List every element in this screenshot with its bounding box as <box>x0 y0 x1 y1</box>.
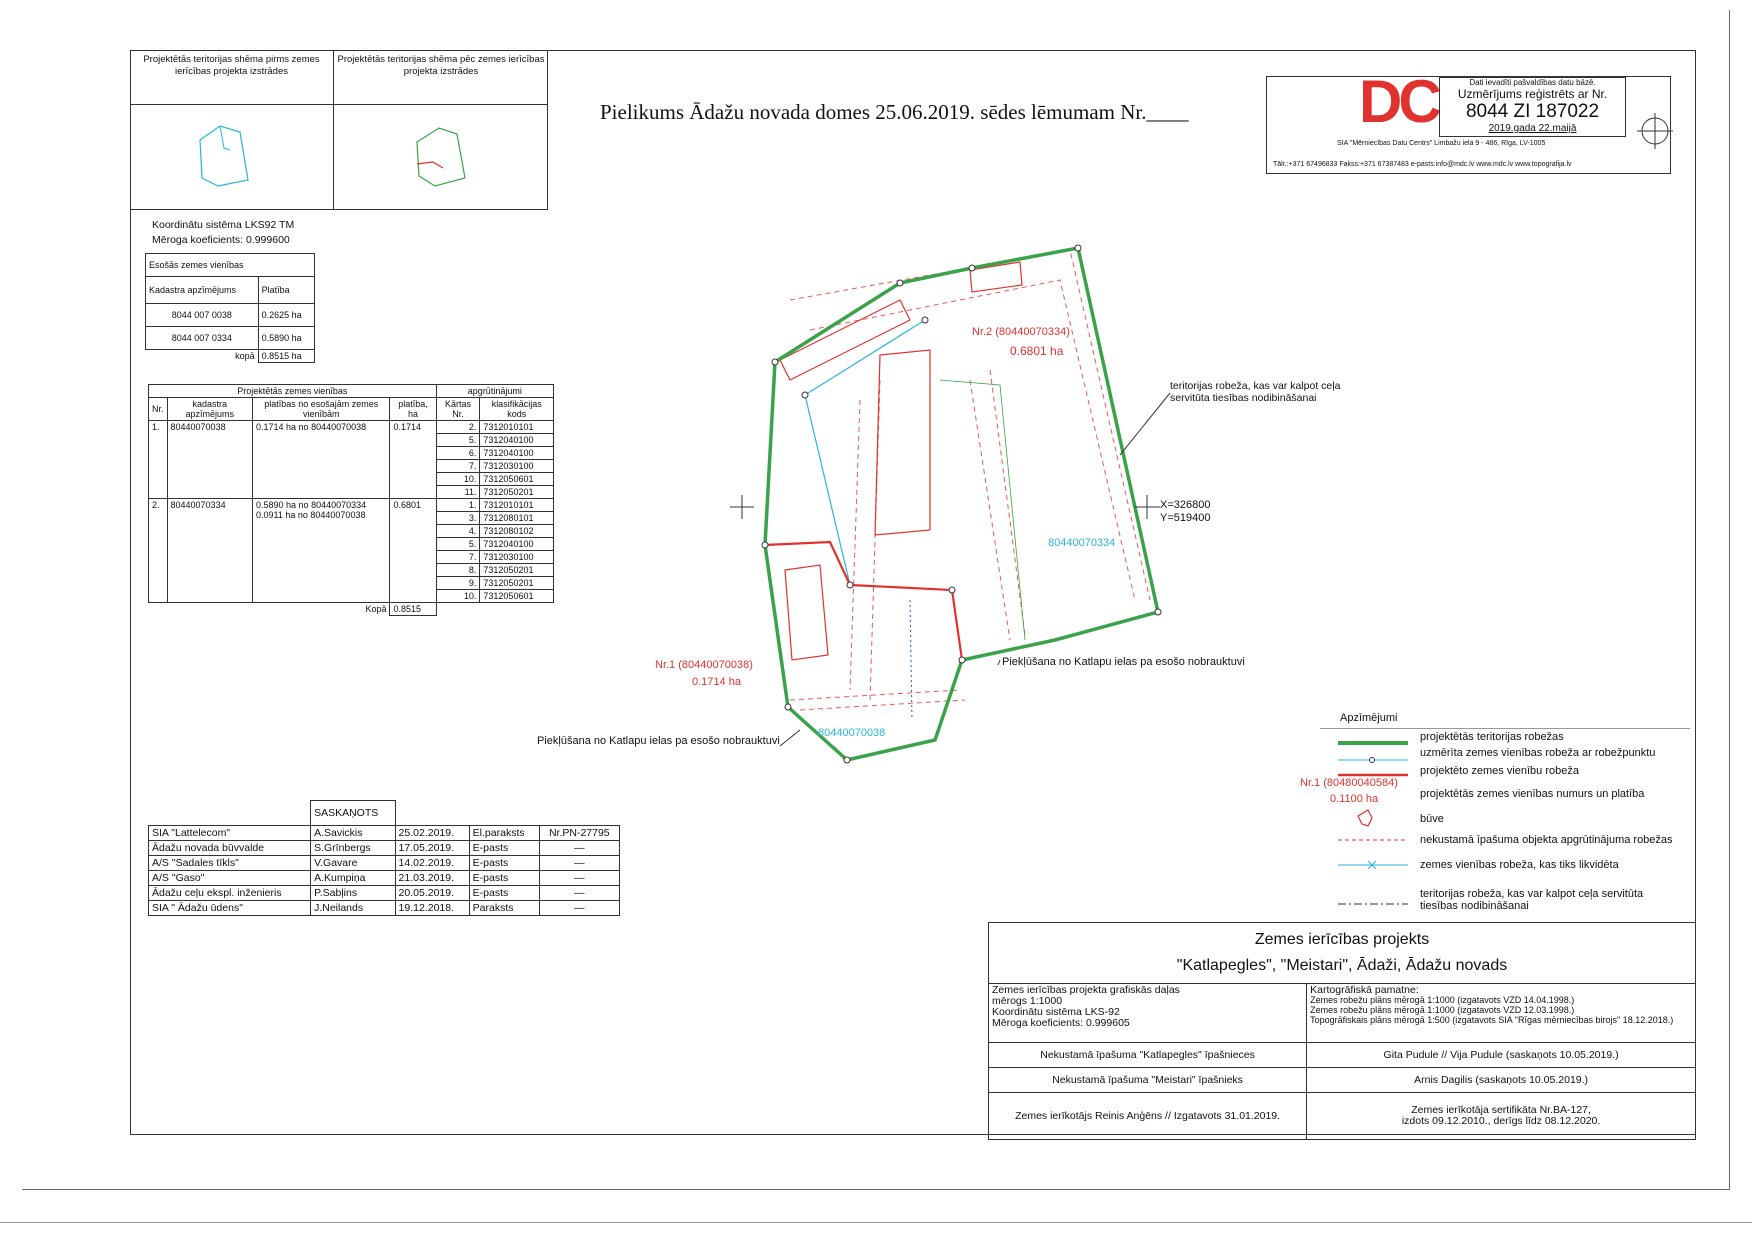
date-cell: 20.05.2019. <box>395 886 469 901</box>
base-line1: Zemes robežu plāns mērogā 1:1000 (izgatavots VZD 14.04.1998.) <box>1310 995 1575 1005</box>
col-area: platība, ha <box>390 398 436 421</box>
code-cell: 7312050601 <box>480 473 554 486</box>
order-cell: 5. <box>436 434 480 447</box>
person-cell: A.Kumpiņa <box>311 871 395 886</box>
scale-line2: mērogs 1:1000 <box>992 995 1063 1007</box>
projected-territory-boundary <box>765 248 1158 760</box>
code-cell: 7312040100 <box>480 447 554 460</box>
engineer-cert <box>1307 1093 1696 1140</box>
existing-row-id: 8044 007 0334 <box>146 327 259 350</box>
liquidated-boundary-line <box>805 320 925 585</box>
coord-line2: Mēroga koeficients: 0.999600 <box>152 234 290 246</box>
method-cell: E-pasts <box>469 871 539 886</box>
date-cell: 14.02.2019. <box>395 856 469 871</box>
page-title: Pielikums Ādažu novada domes 25.06.2019. sēdes lēmumam Nr.____ <box>600 100 1189 124</box>
legend-item: būve <box>1420 813 1444 825</box>
coord-line1: Koordinātu sistēma LKS92 TM <box>152 219 295 231</box>
parcel-nr2-area: 0.6801 ha <box>1010 344 1064 358</box>
method-cell: El.paraksts <box>469 826 539 841</box>
person-cell: S.Grīnbergs <box>311 841 395 856</box>
row-from: 0.1714 ha no 80440070038 <box>253 421 390 499</box>
order-cell: 11. <box>436 486 480 499</box>
legend-item: projektētās teritorijas robežas <box>1420 731 1564 743</box>
existing-total: 0.8515 ha <box>258 350 314 363</box>
existing-row-id: 8044 007 0038 <box>146 304 259 327</box>
projected-total-label: Kopā <box>365 604 387 615</box>
cartographic-base <box>1307 984 1696 1043</box>
org-cell: A/S "Sadales tīkls" <box>149 856 311 871</box>
legend-item: teritorijas robeža, kas var kalpot ceļa servitūta tiesības nodibināšanai <box>1420 888 1644 912</box>
title-block <box>988 922 1696 1140</box>
person-cell: P.Sabļins <box>311 886 395 901</box>
order-cell: 7. <box>436 551 480 564</box>
order-cell: 10. <box>436 590 480 603</box>
org-cell: A/S "Gaso" <box>149 871 311 886</box>
owner1-value: Gita Pudule // Vija Pudule (saskaņots 10.05.2019.) <box>1307 1043 1696 1068</box>
method-cell: E-pasts <box>469 856 539 871</box>
col-order: Kārtas Nr. <box>436 398 480 421</box>
building-outlines <box>780 262 1022 660</box>
row-area: 0.1714 <box>390 421 436 499</box>
code-cell: 7312050201 <box>480 564 554 577</box>
leader-lines <box>780 393 1170 746</box>
owner2-label: Nekustamā īpašuma "Meistari" īpašnieks <box>989 1068 1307 1093</box>
cert-line2: izdots 09.12.2010., derīgs līdz 08.12.2020. <box>1401 1115 1601 1127</box>
servitude-note: teritorijas robeža, kas var kalpot ceļa servitūta tiesības nodibināšanai <box>1170 380 1341 404</box>
order-cell: 6. <box>436 447 480 460</box>
order-cell: 8. <box>436 564 480 577</box>
parcel-a-label: 80440070334 <box>1048 537 1116 549</box>
org-cell: Ādažu ceļu ekspl. inženieris <box>149 886 311 901</box>
person-cell: J.Neilands <box>311 901 395 916</box>
method-cell: E-pasts <box>469 886 539 901</box>
col-from: platības no esošajām zemes vienībām <box>253 398 390 421</box>
blue-dotted-line <box>910 600 912 720</box>
code-cell: 7312030100 <box>480 551 554 564</box>
scale-line3: Koordinātu sistēma LKS-92 <box>992 1006 1120 1018</box>
scale-info <box>989 984 1307 1043</box>
code-cell: 7312050601 <box>480 590 554 603</box>
ref-cell: — <box>539 886 619 901</box>
code-cell: 7312010101 <box>480 499 554 512</box>
ref-cell: — <box>539 871 619 886</box>
method-cell: E-pasts <box>469 841 539 856</box>
projected-title: Projektētās zemes vienības <box>149 385 437 398</box>
base-heading: Kartogrāfiskā pamatne: <box>1310 984 1419 996</box>
code-cell: 7312080102 <box>480 525 554 538</box>
mdc-logo: DC <box>1359 68 1438 135</box>
title-block-heading <box>989 923 1696 984</box>
org-cell: Ādažu novada būvvalde <box>149 841 311 856</box>
legend-item: nekustamā īpašuma objekta apgrūtinājuma robežas <box>1420 834 1673 846</box>
order-cell: 4. <box>436 525 480 538</box>
org-cell: SIA " Ādažu ūdens" <box>149 901 311 916</box>
legend-item: uzmērīta zemes vienības robeža ar robežpunktu <box>1420 747 1656 759</box>
agreement-header: SASKAŅOTS <box>311 801 395 826</box>
ref-cell: — <box>539 901 619 916</box>
grid-crosses <box>730 495 1160 519</box>
order-cell: 9. <box>436 577 480 590</box>
coord-y: Y=519400 <box>1160 512 1211 524</box>
project-location: "Katlapegles", "Meistari", Ādaži, Ādažu novads <box>1176 957 1508 974</box>
order-cell: 7. <box>436 460 480 473</box>
scale-line4: Mēroga koeficients: 0.999605 <box>992 1017 1130 1029</box>
col-code: klasifikācijas kods <box>480 398 554 421</box>
cert-line1: Zemes ierīkotāja sertifikāta Nr.BA-127, <box>1411 1104 1591 1116</box>
parcel-nr2-label: Nr.2 (80440070334) <box>972 326 1070 338</box>
stamp-line1: Dati ievadīti pašvaldības datu bāzē. <box>1469 78 1596 87</box>
stamp-company: SIA "Mērniecības Datu Centrs" Limbažu iela 9 - 486, Rīga, LV-1005 <box>1337 140 1546 147</box>
owner1-label: Nekustamā īpašuma "Katlapegles" īpašnieces <box>989 1043 1307 1068</box>
parcel-nr1-area: 0.1714 ha <box>692 676 741 688</box>
existing-col2: Platība <box>258 277 314 304</box>
owner2-value: Arnis Dagilis (saskaņots 10.05.2019.) <box>1307 1068 1696 1093</box>
code-cell: 7312010101 <box>480 421 554 434</box>
coord-x: X=326800 <box>1160 499 1211 511</box>
date-cell: 25.02.2019. <box>395 826 469 841</box>
method-cell: Paraksts <box>469 901 539 916</box>
order-cell: 3. <box>436 512 480 525</box>
existing-col1: Kadastra apzīmējums <box>146 277 259 304</box>
legend-title: Apzīmējumi <box>1340 712 1398 724</box>
schema-before-label: Projektētās teritorijas shēma pirms zemes ierīcības projekta izstrādes <box>130 50 333 105</box>
existing-title: Esošās zemes vienības <box>146 254 315 277</box>
access-note-2: Piekļūšana no Katlapu ielas pa esošo nobrauktuvi <box>537 735 780 747</box>
parcel-b-label: 80440070038 <box>818 727 886 739</box>
existing-row-area: 0.5890 ha <box>258 327 314 350</box>
encumbrance-title: apgrūtinājumi <box>436 385 553 398</box>
col-cadastre: kadastra apzīmējums <box>167 398 253 421</box>
legend-item: zemes vienības robeža, kas tiks likvidēta <box>1420 859 1619 871</box>
legend-sample-label: Nr.1 (80480040584) <box>1300 777 1398 789</box>
col-nr: Nr. <box>149 398 168 421</box>
existing-total-label: kopā <box>146 350 259 363</box>
ref-cell: Nr.PN-27795 <box>539 826 619 841</box>
boundary-points <box>762 245 1161 763</box>
order-cell: 10. <box>436 473 480 486</box>
scale-line1: Zemes ierīcības projekta grafiskās daļas <box>992 984 1180 996</box>
date-cell: 17.05.2019. <box>395 841 469 856</box>
code-cell: 7312080101 <box>480 512 554 525</box>
person-cell: A.Savickis <box>311 826 395 841</box>
project-title: Zemes ierīcības projekts <box>1254 931 1430 948</box>
projected-parcel-boundary <box>765 542 962 660</box>
legend-sample-area: 0.1100 ha <box>1330 793 1379 805</box>
legend-item: projektēto zemes vienību robeža <box>1420 765 1579 777</box>
order-cell: 5. <box>436 538 480 551</box>
access-note-1: Piekļūšana no Katlapu ielas pa esošo nobrauktuvi <box>1002 656 1245 668</box>
base-line3: Topogrāfiskais plāns mērogā 1:500 (izgatavots SIA "Rīgas mērniecības birojs" 18.12.2018.) <box>1310 1015 1674 1025</box>
row-nr: 2. <box>149 499 168 603</box>
row-area: 0.6801 <box>390 499 436 603</box>
existing-row-area: 0.2625 ha <box>258 304 314 327</box>
projected-total: 0.8515 <box>390 603 436 616</box>
date-cell: 19.12.2018. <box>395 901 469 916</box>
stamp-contacts: Tālr.:+371 67496833 Fakss:+371 67387483 e-pasts:info@mdc.lv www.mdc.lv www.topografija.lv <box>1273 161 1572 168</box>
legend-item: projektētās zemes vienības numurs un platība <box>1420 788 1645 800</box>
row-nr: 1. <box>149 421 168 499</box>
row-from-1: 0.5890 ha no 80440070334 <box>256 500 367 510</box>
row-cadastre: 80440070334 <box>167 499 253 603</box>
base-line2: Zemes robežu plāns mērogā 1:1000 (izgatavots VZD 12.03.1998.) <box>1310 1005 1575 1015</box>
stamp-number: 8044 ZI 187022 <box>1465 101 1600 122</box>
ref-cell: — <box>539 841 619 856</box>
stamp-line2: Uzmērījums reģistrēts ar Nr. <box>1457 87 1608 101</box>
code-cell: 7312050201 <box>480 486 554 499</box>
ref-cell: — <box>539 856 619 871</box>
code-cell: 7312050201 <box>480 577 554 590</box>
org-cell: SIA "Lattelecom" <box>149 826 311 841</box>
stamp-date: 2019.gada 22.maijā <box>1488 123 1577 134</box>
engineer-label: Zemes ierīkotājs Reinis Anģēns // Izgatavots 31.01.2019. <box>989 1093 1307 1140</box>
order-cell: 1. <box>436 499 480 512</box>
parcel-nr1-label: Nr.1 (80440070038) <box>655 659 753 671</box>
date-cell: 21.03.2019. <box>395 871 469 886</box>
order-cell: 2. <box>436 421 480 434</box>
code-cell: 7312040100 <box>480 434 554 447</box>
row-cadastre: 80440070038 <box>167 421 253 499</box>
code-cell: 7312040100 <box>480 538 554 551</box>
person-cell: V.Gavare <box>311 856 395 871</box>
schema-after-label: Projektētās teritorijas shēma pēc zemes ierīcības projekta izstrādes <box>334 50 548 105</box>
row-from-2: 0.0911 ha no 80440070038 <box>256 510 366 520</box>
code-cell: 7312030100 <box>480 460 554 473</box>
